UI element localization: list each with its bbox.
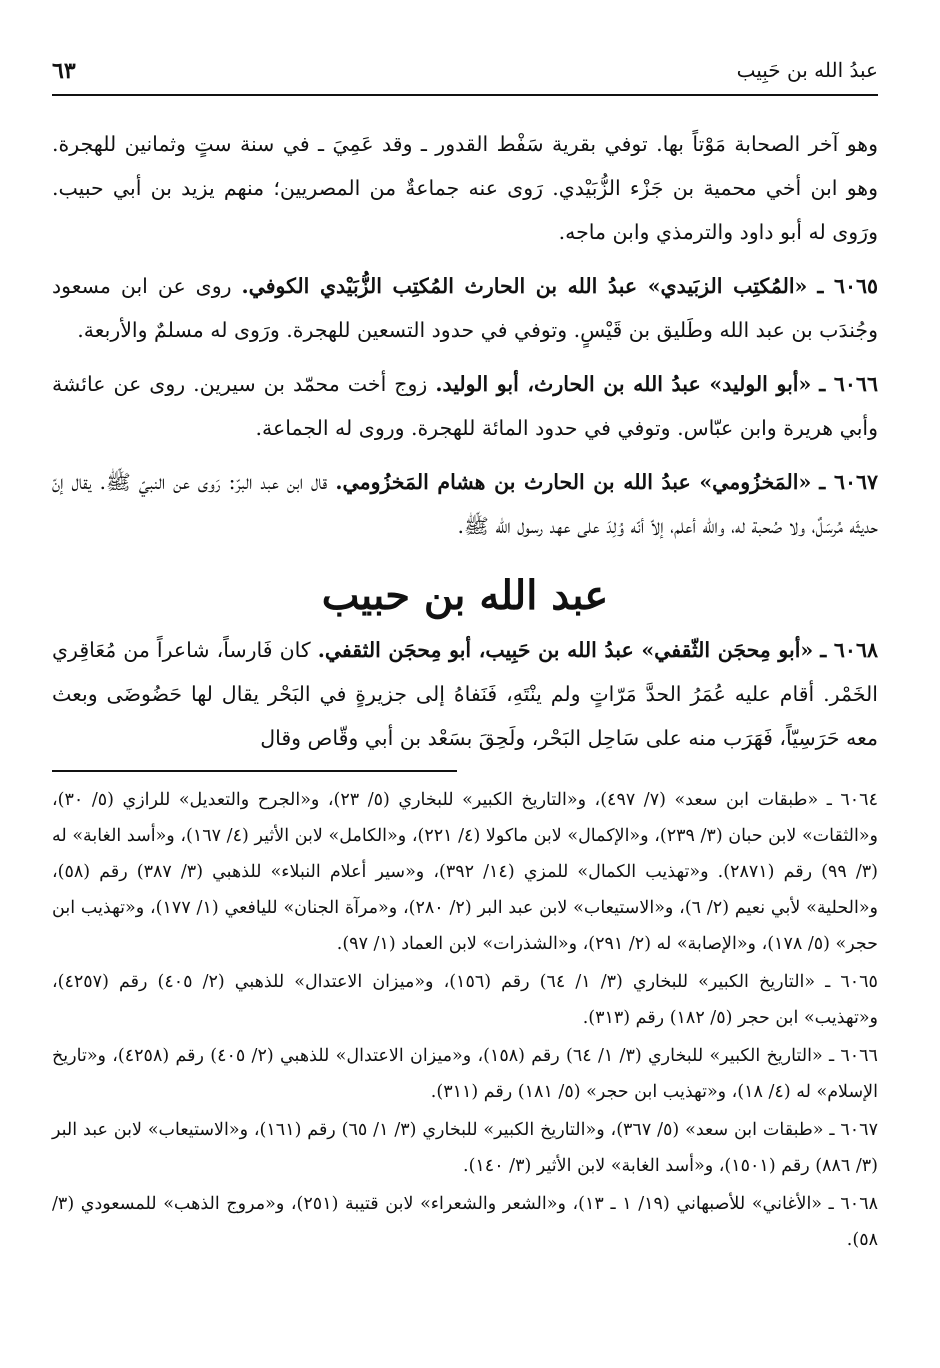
entry-6067	[52, 460, 878, 548]
entry-6066	[52, 362, 878, 450]
footnote-6068: ٦٠٦٨ ـ «الأغاني» للأصبهاني (١٩/ ١ ـ ١٣)، و«الشعر والشعراء» لابن قتيبة (٢٥١)، و«مروج الذهب» للمسعودي (٣/ ٥٨).	[52, 1194, 879, 1250]
book-page	[52, 40, 878, 1260]
entry-text: زوج أخت محمّد بن سيرين. روى عن عائشة وأبي هريرة وابن عبّاس. وتوفي في حدود المائة للهجرة. وروى له الجماعة.	[52, 372, 878, 440]
main-text	[52, 122, 878, 760]
page-number: ٦٣	[52, 58, 76, 84]
paragraph-continuation: وهو آخر الصحابة مَوْتاً بها. توفي بقرية سَفْط القدور ـ وقد عَمِيَ ـ في سنة ستٍ وثمانين للهجرة. وهو ابن أخي محمية بن جَزْء الزُّبَيْدي. رَوى عنه جماعةٌ من المصريين؛ منهم يزيد بن أبي حبيب. ورَوى له أبو داود والترمذي وابن ماجه.	[52, 132, 878, 244]
entry-text: كان فَارساً، شاعراً من مُعَاقِري الخَمْر. أقام عليه عُمَرُ الحدَّ مَرّاتٍ ولم ينْتَهِ، فَنَفاهُ إلى جزيرةٍ في البَحْر يقال لها حَضُوضَى وبعث معه حَرَسِيّاً، فَهَرَب منه على سَاحِل البَحْر، ولَحِقَ بسَعْد بن أبي وقّاص وقال	[52, 638, 878, 750]
footnote-6064: ٦٠٦٤ ـ «طبقات ابن سعد» (٧/ ٤٩٧)، و«التاريخ الكبير» للبخاري (٥/ ٢٣)، و«الجرح والتعديل» للرازي (٥/ ٣٠)، و«الثقات» لابن حبان (٣/ ٢٣٩)، و«الإكمال» لابن ماكولا (٤/ ٢٢١)، و«الكامل» لابن الأثير (٤/ ١٦٧)، و«أسد الغابة» له (٣/ ٩٩) رقم (٢٨٧١). و«تهذيب الكمال» للمزي (١٤/ ٣٩٢)، و«سير أعلام النبلاء» للذهبي (٣/ ٣٨٧) رقم (٥٨)، و«الحلية» لأبي نعيم (٢/ ٦)، و«الاستيعاب» لابن عبد البر (٢/ ٢٨٠)، و«مرآة الجنان» لليافعي (١/ ١٧٧)، و«تهذيب ابن حجر» (٥/ ١٧٨)، و«الإصابة» له (٢/ ٢٩١)، و«الشذرات» لابن العماد (١/ ٩٧).	[52, 790, 878, 954]
entry-heading: «المُكتِب الزبَيدي» عبدُ الله بن الحارث المُكتِب الزُّبَيْدي الكوفي.	[241, 274, 808, 298]
entry-heading: «أبو الوليد» عبدُ الله بن الحارث، أبو الوليد.	[435, 372, 812, 396]
footnote-6065: ٦٠٦٥ ـ «التاريخ الكبير» للبخاري (٣/ ١/ ٦٤) رقم (١٥٦)، و«ميزان الاعتدال» للذهبي (٢/ ٤٠٥) رقم (٤٢٥٧)، و«تهذيب» ابن حجر (٥/ ١٨٢) رقم (٣١٣).	[52, 972, 878, 1028]
footnote-6066: ٦٠٦٦ ـ «التاريخ الكبير» للبخاري (٣/ ١/ ٦٤) رقم (١٥٨)، و«ميزان الاعتدال» للذهبي (٢/ ٤٠٥) رقم (٤٢٥٨)، و«تاريخ الإسلام» له (٤/ ١٨)، و«تهذيب ابن حجر» (٥/ ١٨١) رقم (٣١١).	[52, 1046, 878, 1102]
running-header	[52, 40, 878, 90]
footnote-rule	[52, 770, 457, 772]
running-title: عبدُ الله بن حَبِيب	[736, 58, 878, 82]
entry-number: ٦٠٦٦ ـ	[819, 372, 878, 396]
footnotes	[52, 782, 878, 1258]
header-rule	[52, 94, 878, 96]
section-title: عبد الله بن حبيب	[321, 572, 609, 619]
footnote-6067: ٦٠٦٧ ـ «طبقات ابن سعد» (٥/ ٣٦٧)، و«التاريخ الكبير» للبخاري (٣/ ١/ ٦٥) رقم (١٦١)، و«الاستيعاب» لابن عبد البر (٣/ ٨٨٦) رقم (١٥٠١)، و«أسد الغابة» لابن الأثير (٣/ ١٤٠).	[52, 1120, 878, 1176]
entry-text: قال ابن عبد البرّ: رَوى عن النبيّ ﷺ. يقال إنّ حديثَه مُرسَلٌ، ولا صُحبة له، والله أعلم، إلاّ أنّه وُلِدَ على عهد رسول الله ﷺ.	[52, 470, 878, 538]
entry-heading: «أبو مِحجَن الثّقفي» عبدُ الله بن حَبِيب، أبو مِحجَن الثقفي.	[317, 638, 814, 662]
entry-text: روى عن ابن مسعود وجُندَب بن عبد الله وطَليق بن قَيْسٍ. وتوفي في حدود التسعين للهجرة. ورَوى له مسلمٌ والأربعة.	[52, 274, 878, 342]
entry-6068	[52, 628, 878, 760]
entry-number: ٦٠٦٧ ـ	[819, 470, 878, 494]
entry-number: ٦٠٦٥ ـ	[817, 274, 878, 298]
entry-heading: «المَخزُومي» عبدُ الله بن الحارث بن هشام المَخزُومي.	[335, 470, 812, 494]
entry-number: ٦٠٦٨ ـ	[820, 638, 878, 662]
entry-6065	[52, 264, 878, 352]
